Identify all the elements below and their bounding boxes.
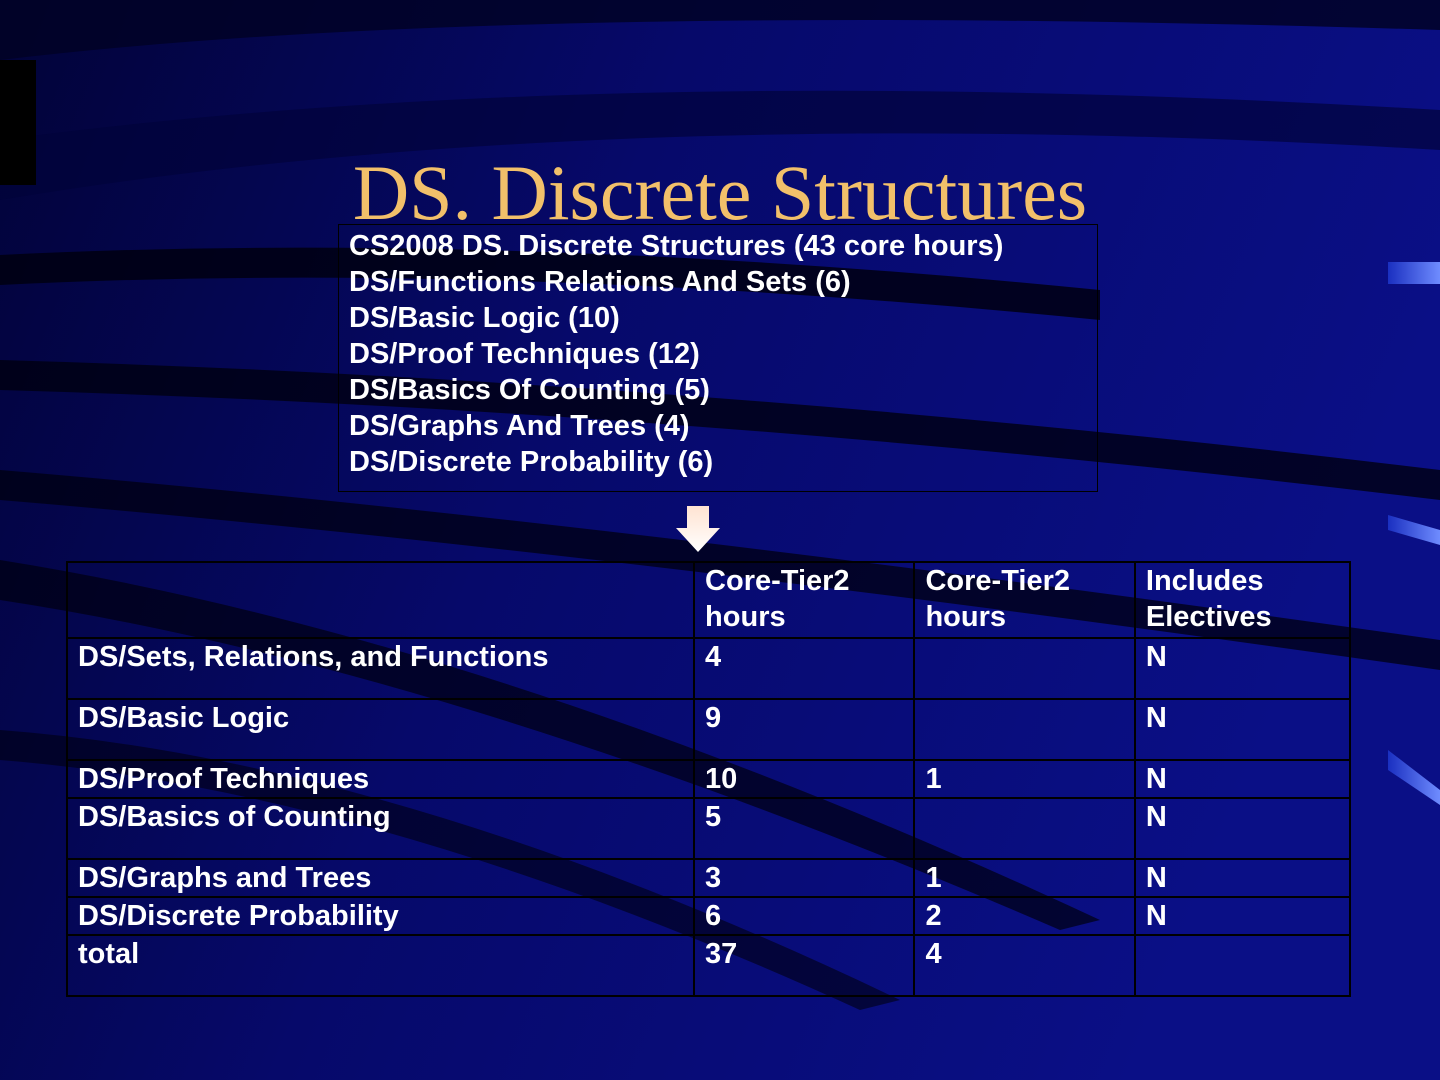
table-cell: 5 [694, 798, 914, 859]
table-cell: 1 [914, 760, 1134, 798]
table-cell: DS/Proof Techniques [67, 760, 694, 798]
table-cell: total [67, 935, 694, 996]
table-cell: 3 [694, 859, 914, 897]
header-cell [67, 562, 694, 638]
table-cell: DS/Graphs and Trees [67, 859, 694, 897]
table-header-row [67, 562, 1350, 638]
table-cell: N [1135, 638, 1350, 699]
table-cell [914, 638, 1134, 699]
table-row [67, 638, 1350, 699]
summary-line: DS/Basic Logic (10) [349, 302, 620, 334]
table-row [67, 699, 1350, 760]
slide-title: DS. Discrete Structures [352, 149, 1088, 236]
table-cell: 4 [694, 638, 914, 699]
table-row [67, 897, 1350, 935]
header-cell: Core-Tier2 hours [914, 562, 1134, 638]
table-cell: DS/Discrete Probability [67, 897, 694, 935]
table-row [67, 859, 1350, 897]
summary-line: CS2008 DS. Discrete Structures (43 core hours) [349, 230, 1004, 262]
table-row-total [67, 935, 1350, 996]
down-arrow-icon [676, 506, 720, 552]
table-cell: N [1135, 760, 1350, 798]
table-cell: 9 [694, 699, 914, 760]
table-cell: N [1135, 859, 1350, 897]
table-cell: DS/Sets, Relations, and Functions [67, 638, 694, 699]
table-cell: DS/Basics of Counting [67, 798, 694, 859]
table-cell [914, 798, 1134, 859]
hours-table [66, 561, 1351, 997]
table-cell: 6 [694, 897, 914, 935]
summary-line: DS/Graphs And Trees (4) [349, 410, 690, 442]
table-row [67, 798, 1350, 859]
summary-line: DS/Functions Relations And Sets (6) [349, 266, 851, 298]
table-cell [1135, 935, 1350, 996]
table-cell: 1 [914, 859, 1134, 897]
table-row [67, 760, 1350, 798]
table-cell [914, 699, 1134, 760]
table-cell: 2 [914, 897, 1134, 935]
table-cell: N [1135, 798, 1350, 859]
table-cell: DS/Basic Logic [67, 699, 694, 760]
table-cell: 10 [694, 760, 914, 798]
table-cell: 4 [914, 935, 1134, 996]
table-cell: N [1135, 897, 1350, 935]
header-cell: Core-Tier2 hours [694, 562, 914, 638]
summary-line: DS/Basics Of Counting (5) [349, 374, 710, 406]
table-cell: N [1135, 699, 1350, 760]
table-cell: 37 [694, 935, 914, 996]
summary-box [338, 224, 1098, 492]
summary-line: DS/Proof Techniques (12) [349, 338, 700, 370]
header-cell: Includes Electives [1135, 562, 1350, 638]
summary-line: DS/Discrete Probability (6) [349, 446, 714, 478]
